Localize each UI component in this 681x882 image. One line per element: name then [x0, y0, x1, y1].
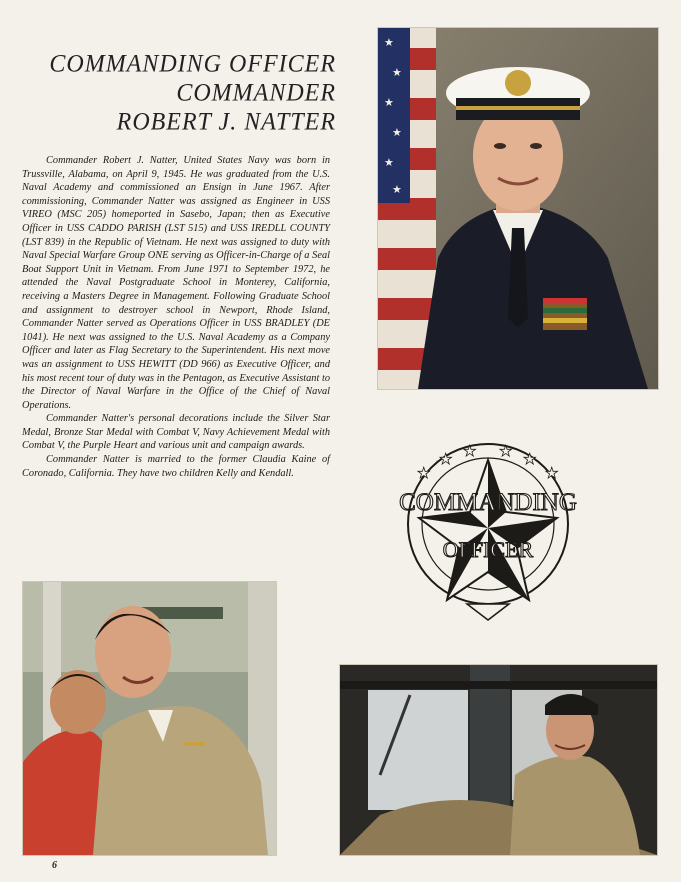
- svg-text:★: ★: [384, 157, 394, 169]
- title-line-2: COMMANDER: [176, 79, 336, 107]
- portrait-illustration: [378, 28, 658, 389]
- shipboard-photo-left: [22, 581, 277, 856]
- svg-text:★: ★: [545, 466, 559, 482]
- bridge-photo-right: [339, 664, 658, 856]
- page-title: [14, 50, 336, 137]
- title-line-1: COMMANDING OFFICER: [49, 50, 336, 78]
- bio-paragraph-1: Commander Robert J. Natter, United States Navy was born in Trussville, Alabama, on April 9, 1945. He was graduated from the U.S. Naval Academy and commissioned an Ensign in June 1967. After commissioning, Commander Natter was assigned as Engineer in USS VIREO (MSC 205) homeported in Sasebo, Japan; then as Executive Officer in USS CADDO PARISH (LST 515) and USS IREDLL COUNTY (LST 839) in the Republic of Vietnam. He next was assigned to duty with Naval Special Warfare Group ONE serving as Officer-in-Charge of a Seal Boat Support Unit in Vietnam. From June 1971 to September 1972, he attended the Naval Postgraduate School in Monterey, California, receiving a Masters Degree in Management. Following Graduate School and assignment to destroyer school in Newport, Rhode Island, Commander Natter served as Operations Officer in USS BRADLEY (DE 1041). He next was assigned to the U.S. Naval Academy as a Company Officer and later as Flag Secretary to the Superintendent. His next move was an assignment to USS HEWITT (DD 966) as Executive Officer, and his most recent tour of duty was in the Pentagon, as Executive Assistant to the Director of Naval Warfare in the Office of the Chief of Naval Operations.: [22, 155, 330, 411]
- bridge-scene-right: [340, 665, 657, 855]
- svg-text:★: ★: [463, 444, 477, 460]
- emblem-word-officer: OFFICER: [442, 537, 534, 562]
- commanding-officer-emblem: [377, 432, 599, 632]
- svg-text:★: ★: [439, 452, 453, 468]
- svg-text:★: ★: [384, 97, 394, 109]
- svg-text:★: ★: [523, 452, 537, 468]
- emblem-word-commanding: COMMANDING: [399, 489, 577, 516]
- shipboard-scene-left: [23, 582, 276, 855]
- page-number: 6: [52, 860, 57, 871]
- svg-text:★: ★: [392, 67, 402, 79]
- biography-text: [22, 154, 330, 480]
- bio-paragraph-2: Commander Natter's personal decorations include the Silver Star Medal, Bronze Star Medal with Combat V, Navy Achievement Medal with Combat V, the Purple Heart and various unit and campaign awards.: [22, 413, 330, 452]
- svg-text:★: ★: [384, 37, 394, 49]
- commander-portrait-photo: [377, 27, 659, 390]
- svg-text:★: ★: [392, 127, 402, 139]
- svg-text:★: ★: [417, 466, 431, 482]
- title-line-3: ROBERT J. NATTER: [116, 108, 336, 136]
- bio-paragraph-3: Commander Natter is married to the former Claudia Kaine of Coronado, California. They have two children Kelly and Kendall.: [22, 454, 330, 479]
- svg-text:★: ★: [392, 184, 402, 196]
- svg-text:★: ★: [499, 444, 513, 460]
